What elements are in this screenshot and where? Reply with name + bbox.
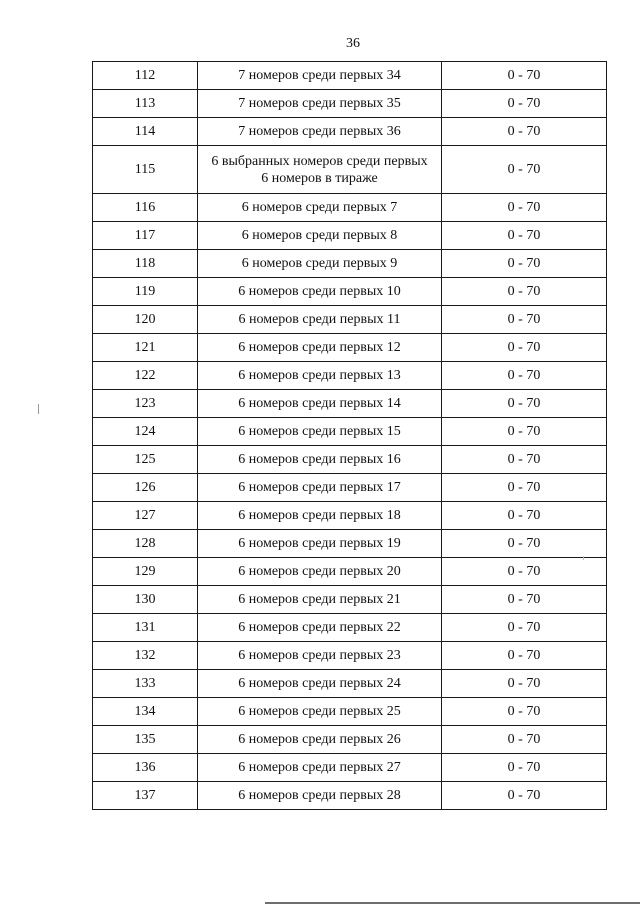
row-description: 6 номеров среди первых 11	[198, 306, 442, 334]
row-number: 122	[93, 362, 198, 390]
row-description-line-1: 6 выбранных номеров среди первых	[211, 153, 428, 169]
row-range: 0 - 70	[442, 754, 607, 782]
row-range: 0 - 70	[442, 558, 607, 586]
scan-artifact-left	[38, 404, 39, 414]
table-row	[93, 250, 607, 278]
row-range: 0 - 70	[442, 362, 607, 390]
row-description: 6 номеров среди первых 7	[198, 194, 442, 222]
table-row	[93, 390, 607, 418]
row-number: 131	[93, 614, 198, 642]
row-description: 6 номеров среди первых 25	[198, 698, 442, 726]
table-row	[93, 642, 607, 670]
row-number: 114	[93, 118, 198, 146]
row-number: 128	[93, 530, 198, 558]
row-range: 0 - 70	[442, 586, 607, 614]
row-description: 6 номеров среди первых 22	[198, 614, 442, 642]
lottery-table	[92, 61, 607, 810]
row-number: 124	[93, 418, 198, 446]
row-number: 137	[93, 782, 198, 810]
scan-artifact-right	[583, 556, 584, 560]
row-range: 0 - 70	[442, 222, 607, 250]
row-number: 113	[93, 90, 198, 118]
row-number: 134	[93, 698, 198, 726]
row-description-line-2: 6 номеров в тираже	[261, 170, 378, 186]
table-row	[93, 754, 607, 782]
row-description: 6 номеров среди первых 12	[198, 334, 442, 362]
table-row	[93, 726, 607, 754]
row-number: 116	[93, 194, 198, 222]
row-description: 6 номеров среди первых 23	[198, 642, 442, 670]
row-range: 0 - 70	[442, 502, 607, 530]
row-number: 127	[93, 502, 198, 530]
row-description: 6 номеров среди первых 19	[198, 530, 442, 558]
table-row	[93, 446, 607, 474]
row-number: 119	[93, 278, 198, 306]
table-row	[93, 530, 607, 558]
page-number: 36	[346, 36, 360, 51]
table-row	[93, 474, 607, 502]
table-row	[93, 222, 607, 250]
row-description: 7 номеров среди первых 36	[198, 118, 442, 146]
row-number: 121	[93, 334, 198, 362]
table-row	[93, 362, 607, 390]
row-number: 112	[93, 62, 198, 90]
row-description: 6 номеров среди первых 9	[198, 250, 442, 278]
row-range: 0 - 70	[442, 62, 607, 90]
row-range: 0 - 70	[442, 446, 607, 474]
row-range: 0 - 70	[442, 250, 607, 278]
row-description: 6 номеров среди первых 14	[198, 390, 442, 418]
row-description: 6 номеров среди первых 16	[198, 446, 442, 474]
row-range: 0 - 70	[442, 418, 607, 446]
table-row	[93, 90, 607, 118]
table-row	[93, 558, 607, 586]
row-number: 130	[93, 586, 198, 614]
table-row	[93, 118, 607, 146]
row-range: 0 - 70	[442, 390, 607, 418]
row-description: 7 номеров среди первых 34	[198, 62, 442, 90]
table-row	[93, 334, 607, 362]
row-range: 0 - 70	[442, 146, 607, 194]
row-description: 6 номеров среди первых 15	[198, 418, 442, 446]
scan-artifact-bottom-edge	[265, 902, 640, 904]
row-description: 6 номеров среди первых 18	[198, 502, 442, 530]
row-number: 126	[93, 474, 198, 502]
row-number: 135	[93, 726, 198, 754]
table-row	[93, 502, 607, 530]
table-row	[93, 698, 607, 726]
row-range: 0 - 70	[442, 670, 607, 698]
row-description: 6 номеров среди первых 24	[198, 670, 442, 698]
row-number: 133	[93, 670, 198, 698]
row-range: 0 - 70	[442, 118, 607, 146]
row-range: 0 - 70	[442, 334, 607, 362]
row-description: 6 номеров среди первых 27	[198, 754, 442, 782]
table-row	[93, 62, 607, 90]
row-description: 6 номеров среди первых 26	[198, 726, 442, 754]
row-description: 6 номеров среди первых 10	[198, 278, 442, 306]
row-description	[198, 146, 442, 194]
row-range: 0 - 70	[442, 698, 607, 726]
table-row	[93, 670, 607, 698]
row-number: 123	[93, 390, 198, 418]
row-number: 132	[93, 642, 198, 670]
row-range: 0 - 70	[442, 474, 607, 502]
row-number: 118	[93, 250, 198, 278]
row-description: 6 номеров среди первых 17	[198, 474, 442, 502]
row-range: 0 - 70	[442, 530, 607, 558]
table-row	[93, 306, 607, 334]
row-range: 0 - 70	[442, 726, 607, 754]
row-number: 129	[93, 558, 198, 586]
table-row	[93, 614, 607, 642]
table-row	[93, 278, 607, 306]
table-row	[93, 194, 607, 222]
row-number: 117	[93, 222, 198, 250]
row-description: 7 номеров среди первых 35	[198, 90, 442, 118]
row-number: 125	[93, 446, 198, 474]
row-number: 115	[93, 146, 198, 194]
row-range: 0 - 70	[442, 90, 607, 118]
table-row	[93, 418, 607, 446]
row-range: 0 - 70	[442, 194, 607, 222]
row-range: 0 - 70	[442, 614, 607, 642]
row-description: 6 номеров среди первых 28	[198, 782, 442, 810]
row-range: 0 - 70	[442, 642, 607, 670]
row-range: 0 - 70	[442, 278, 607, 306]
table-row	[93, 146, 607, 194]
row-number: 120	[93, 306, 198, 334]
row-description: 6 номеров среди первых 13	[198, 362, 442, 390]
row-description: 6 номеров среди первых 8	[198, 222, 442, 250]
row-description: 6 номеров среди первых 21	[198, 586, 442, 614]
row-range: 0 - 70	[442, 782, 607, 810]
row-description: 6 номеров среди первых 20	[198, 558, 442, 586]
table-row	[93, 782, 607, 810]
row-range: 0 - 70	[442, 306, 607, 334]
table-row	[93, 586, 607, 614]
row-number: 136	[93, 754, 198, 782]
